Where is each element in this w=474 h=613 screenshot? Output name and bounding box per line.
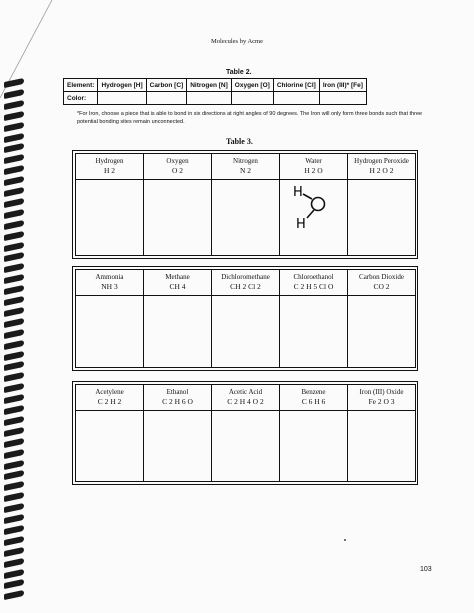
bond-bottom xyxy=(307,210,314,218)
table3-row-2 xyxy=(72,266,418,371)
binding-coil xyxy=(4,590,24,600)
drawing-area[interactable] xyxy=(76,411,143,481)
bond-top xyxy=(303,194,312,199)
table3-caption: Table 3. xyxy=(226,137,253,146)
molecule-cell-nitrogen xyxy=(211,153,280,256)
molecule-formula: CO 2 xyxy=(373,282,390,291)
binding-coil xyxy=(4,209,24,219)
molecule-cell-acetylene xyxy=(75,384,144,482)
molecule-label xyxy=(144,385,211,411)
element-nitrogen: Nitrogen [N] xyxy=(187,79,232,92)
molecule-cell-benzene xyxy=(279,384,348,482)
molecule-cell-iron-iii-oxide xyxy=(347,384,416,482)
binding-coil xyxy=(4,459,24,469)
element-hydrogen: Hydrogen [H] xyxy=(98,79,146,92)
hydrogen-atom-bottom: H xyxy=(296,217,306,232)
binding-coil xyxy=(4,220,24,230)
molecule-formula: C 2 H 5 Cl O xyxy=(293,282,334,291)
molecule-label xyxy=(280,385,347,411)
molecule-cell-hydrogen xyxy=(75,153,144,256)
color-cell-hydrogen[interactable] xyxy=(98,92,146,105)
binding-coil xyxy=(4,514,24,524)
molecule-cell-oxygen xyxy=(143,153,212,256)
binding-coil xyxy=(4,143,24,153)
molecule-label xyxy=(348,270,415,296)
binding-coil xyxy=(4,198,24,208)
binding-coil xyxy=(4,372,24,382)
molecule-name: Ethanol xyxy=(166,388,189,396)
molecule-formula: C 6 H 6 xyxy=(301,397,326,406)
drawing-area[interactable] xyxy=(212,296,279,367)
molecule-name: Carbon Dioxide xyxy=(359,273,404,281)
color-cell-chlorine[interactable] xyxy=(273,92,319,105)
binding-coil xyxy=(4,121,24,131)
binding-coil xyxy=(4,89,24,99)
binding-coil xyxy=(4,503,24,513)
color-cell-carbon[interactable] xyxy=(146,92,187,105)
table2-color-row xyxy=(64,92,367,105)
binding-coil xyxy=(4,111,24,121)
binding-coil xyxy=(4,492,24,502)
binding-coil xyxy=(4,329,24,339)
binding-coil xyxy=(4,285,24,295)
element-carbon: Carbon [C] xyxy=(146,79,187,92)
molecule-formula: O 2 xyxy=(171,166,184,175)
molecule-label xyxy=(212,154,279,180)
molecule-cell-ammonia xyxy=(75,269,144,368)
binding-coil xyxy=(4,100,24,110)
drawing-area[interactable] xyxy=(280,296,347,367)
molecule-cell-carbon-dioxide xyxy=(347,269,416,368)
molecule-cell-chloroethanol xyxy=(279,269,348,368)
binding-coil xyxy=(4,350,24,360)
spiral-binding xyxy=(0,80,30,613)
binding-coil xyxy=(4,252,24,262)
binding-coil xyxy=(4,568,24,578)
molecule-label xyxy=(144,270,211,296)
page-header: Molecules by Acme xyxy=(211,38,263,45)
color-label: Color: xyxy=(64,92,98,105)
drawing-area[interactable] xyxy=(144,411,211,481)
binding-coil xyxy=(4,165,24,175)
molecule-label xyxy=(280,154,347,180)
molecule-formula: C 2 H 6 O xyxy=(162,397,193,406)
molecule-name: Methane xyxy=(165,273,190,281)
iron-footnote: *For Iron, choose a piece that is able to bond in six directions at right angles of 90 degrees. The Iron will only form three bonds such that three potential bonding sites remain unconnected. xyxy=(77,111,423,125)
drawing-area[interactable] xyxy=(76,180,143,255)
molecule-label xyxy=(280,270,347,296)
drawing-area[interactable] xyxy=(280,180,347,255)
color-cell-iron[interactable] xyxy=(319,92,366,105)
element-chlorine: Chlorine [Cl] xyxy=(273,79,319,92)
molecule-formula: H 2 O xyxy=(304,166,323,175)
molecule-label xyxy=(212,270,279,296)
stray-mark xyxy=(344,539,346,541)
molecule-cell-ethanol xyxy=(143,384,212,482)
molecule-name: Hydrogen Peroxide xyxy=(354,157,409,165)
binding-coil xyxy=(4,176,24,186)
table2-element-row xyxy=(64,79,367,92)
molecule-name: Benzene xyxy=(301,388,326,396)
binding-coil xyxy=(4,307,24,317)
drawing-area[interactable] xyxy=(212,411,279,481)
binding-coil xyxy=(4,481,24,491)
binding-coil xyxy=(4,427,24,437)
molecule-label xyxy=(76,270,143,296)
binding-coil xyxy=(4,416,24,426)
molecule-formula: NH 3 xyxy=(101,282,118,291)
molecule-cell-hydrogen-peroxide xyxy=(347,153,416,256)
molecule-formula: H 2 O 2 xyxy=(369,166,394,175)
drawing-area[interactable] xyxy=(212,180,279,255)
molecule-label xyxy=(348,385,415,411)
element-label: Element: xyxy=(64,79,98,92)
molecule-formula: C 2 H 4 O 2 xyxy=(227,397,264,406)
binding-coil xyxy=(4,132,24,142)
table2-caption: Table 2. xyxy=(226,69,252,76)
drawing-area[interactable] xyxy=(348,411,415,481)
binding-coil xyxy=(4,405,24,415)
binding-coil xyxy=(4,394,24,404)
binding-coil xyxy=(4,557,24,567)
molecule-label xyxy=(212,385,279,411)
hydrogen-atom-top: H xyxy=(293,185,303,200)
binding-coil xyxy=(4,438,24,448)
molecule-name: Acetic Acid xyxy=(228,388,263,396)
molecule-formula: Fe 2 O 3 xyxy=(368,397,395,406)
molecule-name: Iron (III) Oxide xyxy=(359,388,404,396)
binding-coil xyxy=(4,78,24,88)
molecule-name: Acetylene xyxy=(95,388,124,396)
molecule-name: Chloroethanol xyxy=(293,273,334,281)
binding-coil xyxy=(4,318,24,328)
binding-coil xyxy=(4,383,24,393)
molecule-name: Dichloromethane xyxy=(221,273,270,281)
molecule-formula: C 2 H 2 xyxy=(97,397,122,406)
drawing-area[interactable] xyxy=(144,296,211,367)
binding-coil xyxy=(4,241,24,251)
molecule-cell-water xyxy=(279,153,348,256)
table2 xyxy=(63,78,367,105)
binding-coil xyxy=(4,263,24,273)
molecule-label xyxy=(76,154,143,180)
drawing-area[interactable] xyxy=(280,411,347,481)
binding-coil xyxy=(4,547,24,557)
molecule-label xyxy=(348,154,415,180)
binding-coil xyxy=(4,470,24,480)
binding-coil xyxy=(4,361,24,371)
molecule-name: Nitrogen xyxy=(233,157,258,165)
molecule-formula: CH 4 xyxy=(169,282,186,291)
binding-coil xyxy=(4,296,24,306)
drawing-area[interactable] xyxy=(144,180,211,255)
binding-coil xyxy=(4,230,24,240)
molecule-cell-methane xyxy=(143,269,212,368)
molecule-formula: N 2 xyxy=(239,166,252,175)
binding-coil xyxy=(4,274,24,284)
element-iron: Iron (III)* [Fe] xyxy=(319,79,366,92)
binding-coil xyxy=(4,525,24,535)
binding-coil xyxy=(4,187,24,197)
molecule-name: Water xyxy=(305,157,322,165)
page-number: 103 xyxy=(420,566,432,573)
element-oxygen: Oxygen [O] xyxy=(231,79,273,92)
binding-coil xyxy=(4,154,24,164)
molecule-formula: CH 2 Cl 2 xyxy=(230,282,261,291)
molecule-formula: H 2 xyxy=(103,166,116,175)
drawing-area[interactable] xyxy=(348,180,415,255)
binding-coil xyxy=(4,536,24,546)
molecule-label xyxy=(144,154,211,180)
table3-row-1 xyxy=(72,150,418,259)
binding-coil xyxy=(4,579,24,589)
molecule-cell-dichloromethane xyxy=(211,269,280,368)
molecule-name: Ammonia xyxy=(95,273,124,281)
binding-coil xyxy=(4,448,24,458)
color-cell-nitrogen[interactable] xyxy=(187,92,232,105)
drawing-area[interactable] xyxy=(76,296,143,367)
drawing-area[interactable] xyxy=(348,296,415,367)
molecule-name: Oxygen xyxy=(166,157,189,165)
color-cell-oxygen[interactable] xyxy=(231,92,273,105)
molecule-cell-acetic-acid xyxy=(211,384,280,482)
binding-coil xyxy=(4,339,24,349)
table3-row-3 xyxy=(72,381,418,485)
molecule-label xyxy=(76,385,143,411)
water-molecule-sketch xyxy=(290,182,330,232)
oxygen-atom xyxy=(312,198,325,211)
molecule-name: Hydrogen xyxy=(95,157,124,165)
